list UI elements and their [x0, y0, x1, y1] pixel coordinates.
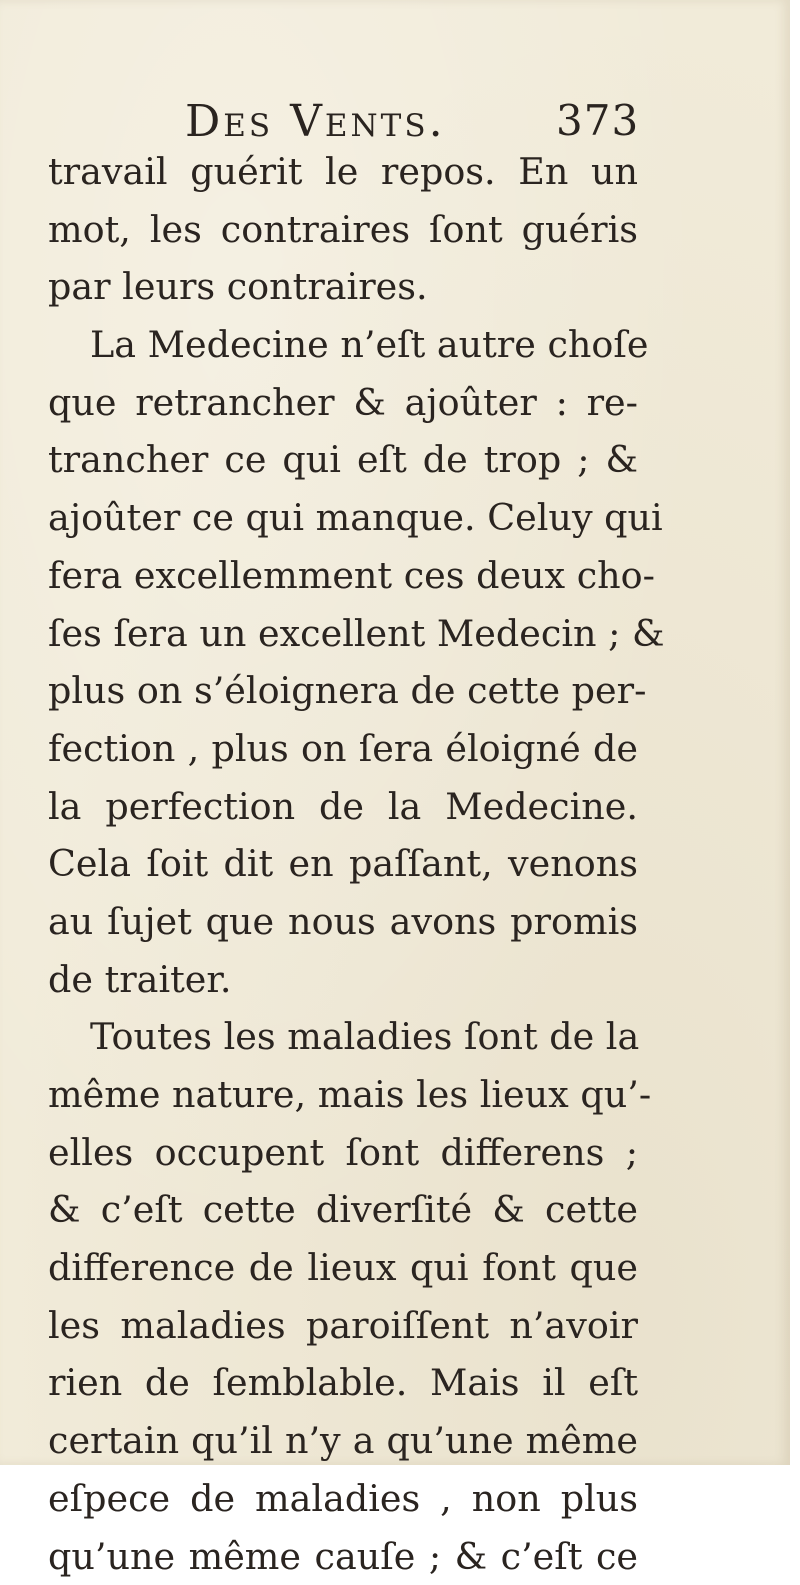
- text-line: mot, les contraires ſont guéris: [48, 201, 638, 259]
- text-line: les maladies paroiſſent n’avoir: [48, 1297, 638, 1355]
- text-line: qu’une même cauſe ; & c’eſt ce: [48, 1528, 638, 1585]
- text-line: Cela ſoit dit en paſſant, venons: [48, 835, 638, 893]
- text-line: elles occupent ſont differens ;: [48, 1124, 638, 1182]
- text-line: de traiter.: [48, 951, 638, 1009]
- text-line: & c’eſt cette diverſité & cette: [48, 1181, 638, 1239]
- text-line: ajoûter ce qui manque. Celuy qui: [48, 489, 638, 547]
- text-line: difference de lieux qui font que: [48, 1239, 638, 1297]
- text-line: certain qu’il n’y a qu’une même: [48, 1412, 638, 1470]
- text-line: ſes ſera un excellent Medecin ; &: [48, 605, 638, 663]
- text-line: au ſujet que nous avons promis: [48, 893, 638, 951]
- running-head: Des Vents.: [185, 96, 446, 147]
- page-number: 373: [556, 96, 639, 145]
- text-line: eſpece de maladies , non plus: [48, 1470, 638, 1528]
- body-text: [48, 143, 638, 1585]
- text-line: que retrancher & ajoûter : re-: [48, 374, 638, 432]
- text-line: la perfection de la Medecine.: [48, 778, 638, 836]
- text-line: rien de ſemblable. Mais il eſt: [48, 1354, 638, 1412]
- text-line: fera excellemment ces deux cho-: [48, 547, 638, 605]
- text-line: La Medecine n’eſt autre choſe: [48, 316, 638, 374]
- text-line: trancher ce qui eſt de trop ; &: [48, 431, 638, 489]
- text-line: travail guérit le repos. En un: [48, 143, 638, 201]
- text-line: même nature, mais les lieux qu’-: [48, 1066, 638, 1124]
- text-line: fection , plus on ſera éloigné de: [48, 720, 638, 778]
- text-line: Toutes les maladies ſont de la: [48, 1008, 638, 1066]
- text-line: par leurs contraires.: [48, 258, 638, 316]
- text-line: plus on s’éloignera de cette per-: [48, 662, 638, 720]
